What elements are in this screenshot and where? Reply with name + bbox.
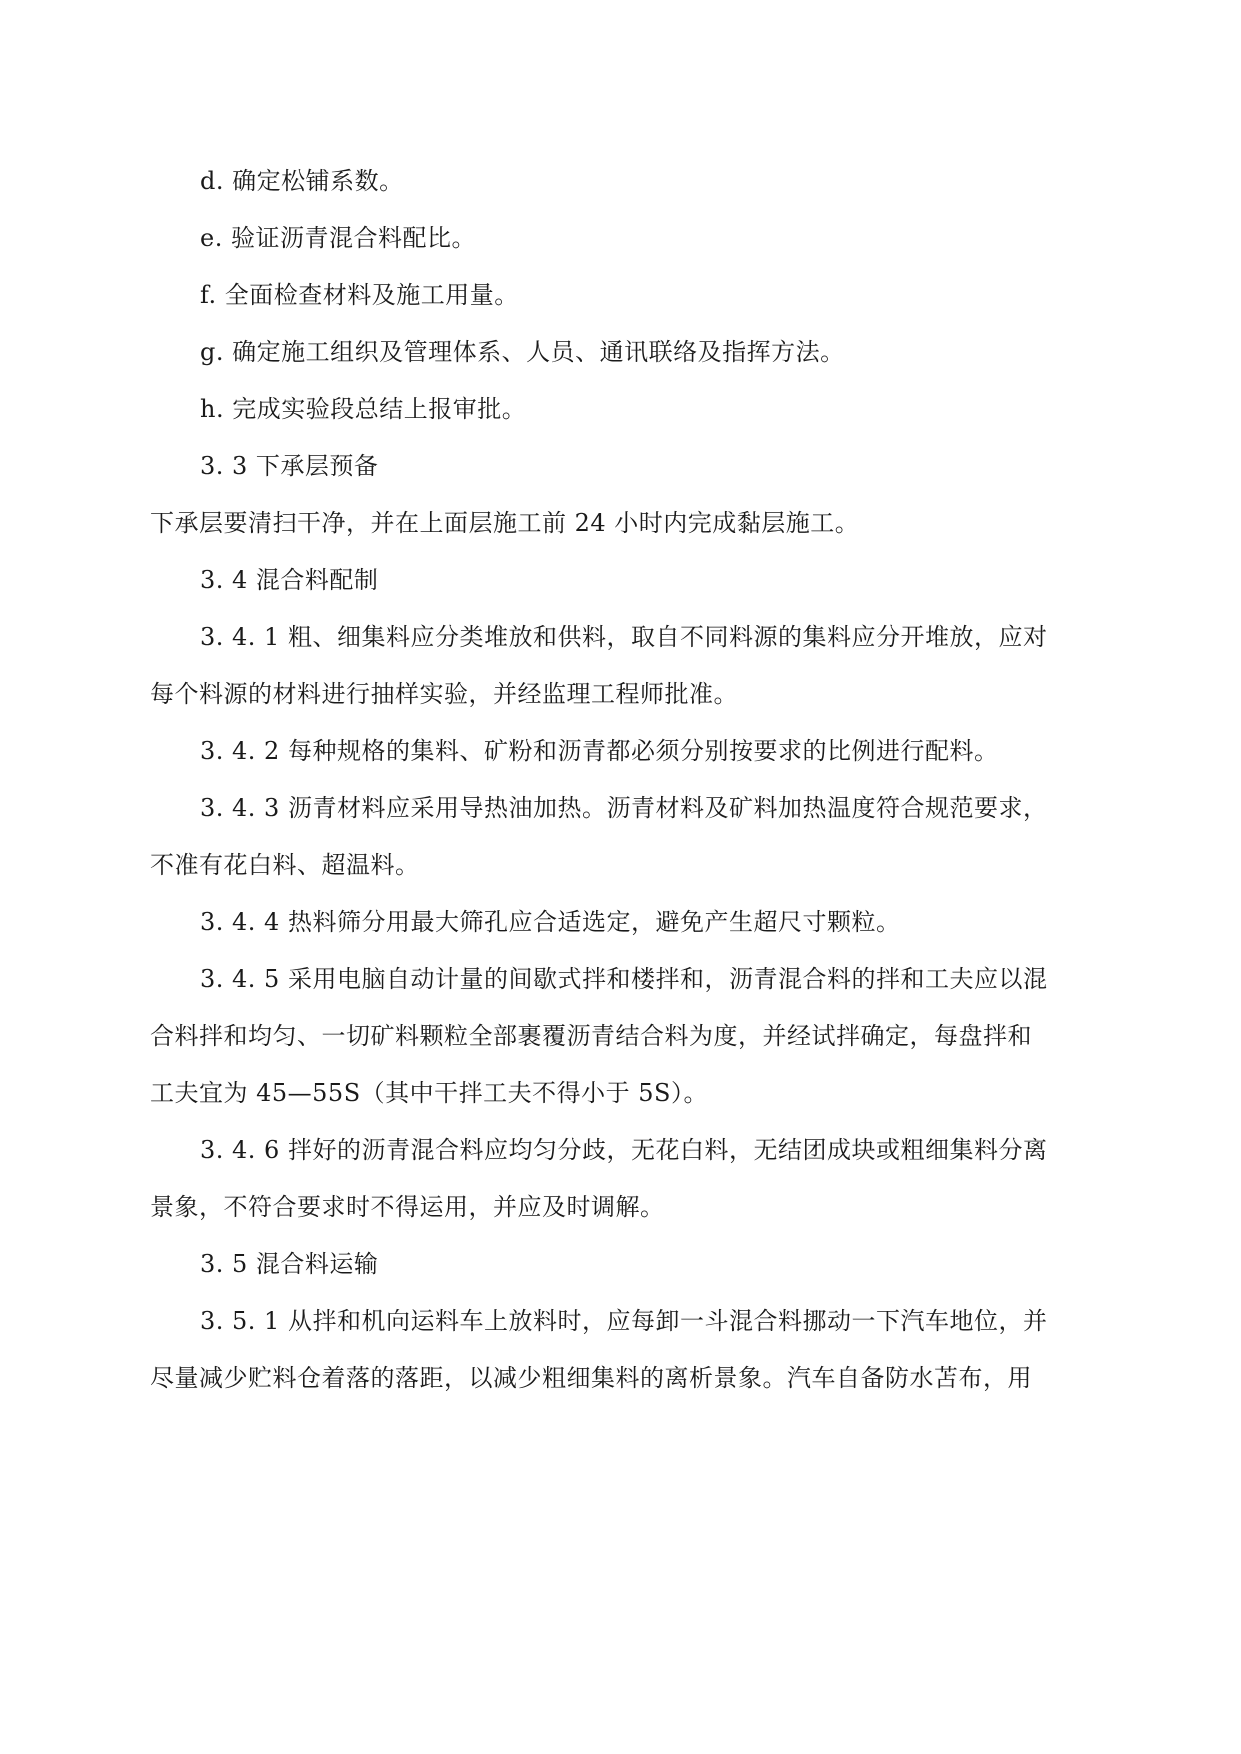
paragraph-line: 3. 4. 6 拌好的沥青混合料应均匀分歧，无花白料，无结团成块或粗细集料分离 (200, 1136, 1048, 1164)
paragraph-line: 3. 4. 3 沥青材料应采用导热油加热。沥青材料及矿料加热温度符合规范要求， (200, 794, 1048, 822)
paragraph-line: 每个料源的材料进行抽样实验，并经监理工程师批准。 (150, 680, 738, 708)
item-e-line: e. 验证沥青混合料配比。 (200, 224, 476, 252)
paragraph-line: 3. 5. 1 从拌和机向运料车上放料时，应每卸一斗混合料挪动一下汽车地位，并 (200, 1307, 1048, 1335)
paragraph-line: 尽量减少贮料仓着落的落距，以减少粗细集料的离析景象。汽车自备防水苫布，用 (150, 1364, 1032, 1392)
item-g-line: g. 确定施工组织及管理体系、人员、通讯联络及指挥方法。 (200, 338, 845, 366)
section-3-5-heading: 3. 5 混合料运输 (200, 1250, 379, 1278)
paragraph-line: 3. 4. 4 热料筛分用最大筛孔应合适选定，避免产生超尺寸颗粒。 (200, 908, 901, 936)
paragraph-line: 工夫宜为 45—55S（其中干拌工夫不得小于 5S）。 (150, 1079, 708, 1107)
paragraph-line: 景象，不符合要求时不得运用，并应及时调解。 (150, 1193, 665, 1221)
section-3-3-heading: 3. 3 下承层预备 (200, 452, 379, 480)
section-3-4-heading: 3. 4 混合料配制 (200, 566, 379, 594)
item-f-line: f. 全面检查材料及施工用量。 (200, 281, 519, 309)
item-h-line: h. 完成实验段总结上报审批。 (200, 395, 527, 423)
paragraph-line: 3. 4. 5 采用电脑自动计量的间歇式拌和楼拌和，沥青混合料的拌和工夫应以混 (200, 965, 1048, 993)
paragraph-line: 3. 4. 2 每种规格的集料、矿粉和沥青都必须分别按要求的比例进行配料。 (200, 737, 999, 765)
paragraph-line: 3. 4. 1 粗、细集料应分类堆放和供料，取自不同料源的集料应分开堆放，应对 (200, 623, 1048, 651)
paragraph-line: 合料拌和均匀、一切矿料颗粒全部裹覆沥青结合料为度，并经试拌确定，每盘拌和 (150, 1022, 1032, 1050)
item-d-line: d. 确定松铺系数。 (200, 167, 404, 195)
paragraph-line: 下承层要清扫干净，并在上面层施工前 24 小时内完成黏层施工。 (150, 509, 860, 537)
paragraph-line: 不准有花白料、超温料。 (150, 851, 420, 879)
